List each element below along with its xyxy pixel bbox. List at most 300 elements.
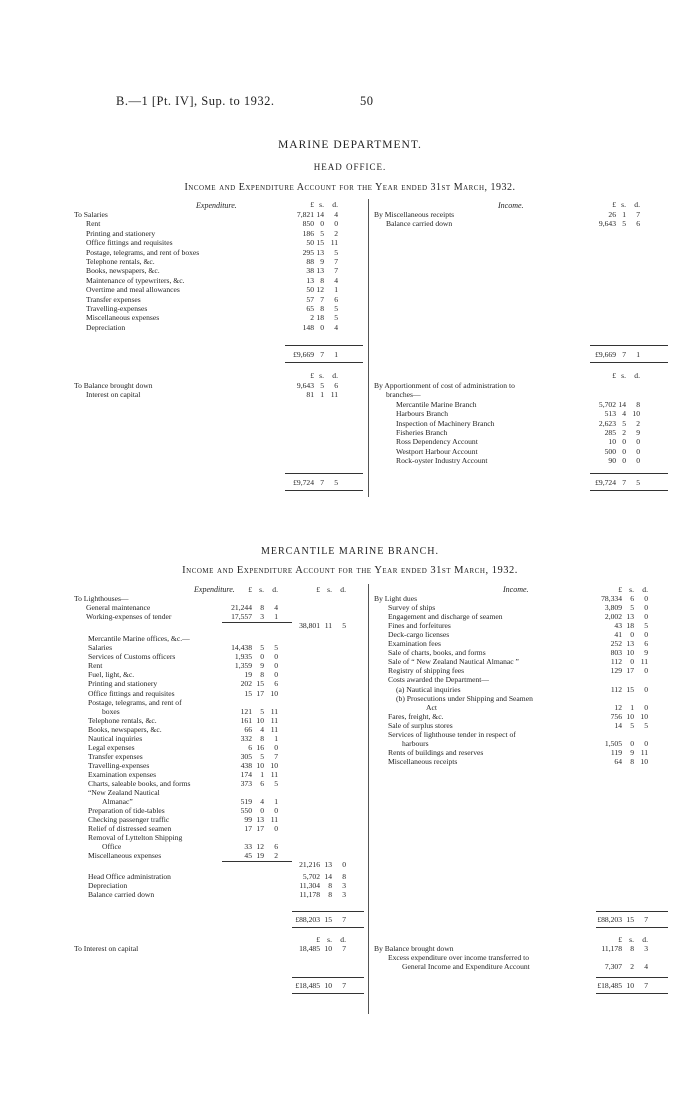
row-label: Fisheries Branch [396, 428, 448, 437]
expenditure-row [74, 661, 364, 670]
row-label: Telephone rentals, &c. [86, 257, 155, 266]
row-label: General Income and Expenditure Account [402, 961, 530, 971]
section-label: To Lighthouses— [74, 594, 129, 603]
amount-shillings: 10 [626, 648, 634, 658]
amount-shillings: 4 [260, 797, 264, 807]
income-row [374, 739, 674, 748]
row-label: Head Office administration [88, 871, 171, 881]
expenditure-row [74, 229, 364, 238]
row-label: Depreciation [88, 880, 128, 890]
amount-pounds: 500 [604, 446, 616, 456]
row-label: Rock-oyster Industry Account [396, 456, 488, 466]
amount-pounds: 33 [244, 842, 252, 852]
amount-shillings: 0 [622, 437, 626, 447]
income-row [374, 639, 674, 648]
rule [292, 911, 364, 912]
income-row [374, 437, 674, 446]
currency-heading [586, 371, 700, 380]
amount-shillings: 10 [324, 943, 332, 953]
amount-pence: 2 [636, 418, 640, 428]
row-label: Depreciation [86, 322, 126, 332]
income-row [374, 621, 674, 630]
amount-shillings: 7 [320, 294, 324, 304]
expenditure-row [74, 295, 364, 304]
pence-sign: d. [272, 585, 278, 594]
amount-pounds: 88 [306, 257, 314, 266]
amount-shillings: 5 [260, 751, 264, 761]
shilling-sign: s. [319, 200, 324, 209]
row-label: Survey of ships [388, 603, 436, 613]
row-label: Examination expenses [88, 769, 157, 779]
amount-pence: 10 [632, 409, 640, 419]
income-row [374, 730, 674, 739]
amount-shillings: 9 [630, 747, 634, 757]
amount-pounds: 17 [244, 824, 252, 834]
expenditure-row [74, 806, 364, 815]
amount-pounds: 38,801 [299, 621, 320, 631]
amount-pounds: 11,178 [299, 889, 320, 899]
amount-pounds: 112 [610, 684, 622, 694]
amount-pounds: 186 [302, 228, 314, 238]
rule [285, 345, 363, 346]
amount-pounds: 66 [244, 724, 252, 734]
expenditure-row [74, 734, 364, 743]
rule [285, 490, 363, 491]
currency-heading [284, 200, 404, 209]
amount-pence: 3 [342, 880, 346, 890]
amount-pounds: 50 [306, 238, 314, 248]
pence-sign: d. [634, 200, 640, 209]
amount-pence: 5 [334, 247, 338, 257]
amount-pence: 4 [334, 322, 338, 332]
amount-pence: 11 [270, 706, 278, 716]
row-label: Engagement and discharge of seamen [388, 612, 503, 622]
amount-pence: 5 [644, 720, 648, 730]
amount-shillings: 8 [630, 756, 634, 766]
expenditure-row [74, 304, 364, 313]
amount-pounds: 11,304 [299, 880, 320, 890]
amount-shillings: 8 [328, 880, 332, 890]
mercantile-column-divider [368, 584, 369, 1014]
row-label: Sale of charts, books, and forms [388, 648, 486, 658]
row-label: Costs awarded the Department— [388, 675, 490, 685]
expenditure-row [74, 752, 364, 761]
pound-sign: £ [612, 371, 616, 380]
row-label: By Balance brought down [374, 943, 454, 953]
amount-shillings: 18 [626, 621, 634, 631]
amount-shillings: 5 [622, 219, 626, 229]
amount-pounds: 513 [604, 409, 616, 419]
amount-pence: 7 [334, 266, 338, 276]
amount-pence: 11 [330, 238, 338, 248]
shilling-sign: s. [327, 934, 332, 944]
amount-shillings: 10 [626, 711, 634, 721]
row-label: Balance carried down [386, 219, 453, 229]
shilling-sign: s. [621, 200, 626, 209]
amount-shillings: 5 [320, 228, 324, 238]
amount-pence: 1 [334, 350, 338, 359]
amount-shillings: 8 [260, 733, 264, 743]
expenditure-row [74, 761, 364, 770]
department-title: MARINE DEPARTMENT. [278, 139, 422, 151]
row-label: Office [102, 842, 122, 852]
amount-pence: 7 [644, 980, 648, 990]
row-label: Preparation of tide-tables [88, 806, 165, 816]
amount-shillings: 15 [626, 914, 634, 924]
expenditure-row [74, 824, 364, 833]
amount-shillings: 0 [630, 657, 634, 667]
amount-pence: 9 [636, 428, 640, 437]
amount-pounds: £18,485 [597, 980, 622, 990]
mercantile-branch-title: MERCANTILE MARINE BRANCH. [260, 546, 440, 557]
amount-pence: 2 [334, 228, 338, 238]
amount-pence: 0 [644, 684, 648, 694]
row-label: Removal of Lyttelton Shipping [88, 833, 183, 843]
amount-pounds: 1,935 [234, 652, 252, 662]
expenditure-heading: Expenditure. [196, 201, 237, 210]
amount-pounds: 21,216 [299, 860, 320, 870]
expenditure-row [74, 219, 364, 228]
pence-sign: d. [642, 585, 648, 594]
amount-pence: 1 [274, 733, 278, 743]
income-row [374, 748, 674, 757]
subtotal-row [74, 621, 364, 630]
amount-pence: 3 [644, 943, 648, 953]
rule [596, 977, 668, 978]
pence-sign: d. [332, 371, 338, 380]
expenditure-row [74, 210, 364, 219]
expenditure-row [74, 381, 364, 390]
amount-pence: 4 [644, 961, 648, 971]
amount-pence: 6 [274, 679, 278, 689]
amount-pence: 10 [270, 688, 278, 698]
amount-pence: 11 [640, 657, 648, 667]
amount-shillings: 12 [316, 285, 324, 295]
shilling-sign: s. [259, 585, 264, 594]
row-label: Inspection of Machinery Branch [396, 418, 495, 428]
expenditure-row [74, 689, 364, 698]
shilling-sign: s. [621, 371, 626, 380]
amount-pence: 4 [274, 603, 278, 613]
amount-pounds: 9,643 [598, 219, 616, 229]
pence-sign: d. [642, 934, 648, 944]
head-office-account-title: Income and Expenditure Account for the Year ended 31st March, 1932. [184, 182, 516, 193]
amount-shillings: 10 [626, 980, 634, 990]
income-row [374, 419, 674, 428]
amount-shillings: 0 [320, 219, 324, 229]
row-label: Telephone rentals, &c. [88, 715, 157, 725]
amount-pence: 7 [342, 914, 346, 924]
amount-pounds: 5,702 [598, 399, 616, 409]
amount-pence: 11 [270, 815, 278, 825]
rule [292, 977, 364, 978]
income-row [374, 219, 674, 228]
amount-pence: 0 [644, 603, 648, 613]
amount-pounds: 305 [240, 751, 252, 761]
amount-pounds: 202 [240, 679, 252, 689]
amount-pounds: 119 [610, 747, 622, 757]
amount-pounds: 803 [610, 648, 622, 658]
amount-pence: 0 [274, 742, 278, 752]
pound-sign: £ [248, 585, 252, 594]
amount-pence: 5 [274, 779, 278, 788]
row-label: Working-expenses of tender [86, 612, 172, 622]
expenditure-row [74, 652, 364, 661]
amount-pence: 6 [274, 842, 278, 852]
expenditure-row [74, 276, 364, 285]
pound-sign: £ [310, 371, 314, 380]
amount-pounds: 65 [306, 304, 314, 313]
row-label: General maintenance [86, 603, 151, 613]
amount-pence: 0 [644, 738, 648, 748]
expenditure-row [74, 670, 364, 679]
total-row [74, 981, 364, 990]
pound-sign: £ [618, 934, 622, 944]
rule [590, 362, 668, 363]
amount-pence: 0 [334, 219, 338, 229]
amount-pounds: 7,821 [296, 210, 314, 219]
row-label: Harbours Branch [396, 409, 449, 419]
row-label: boxes [102, 706, 120, 716]
amount-shillings: 17 [256, 824, 264, 834]
expenditure-row [74, 707, 364, 716]
expenditure-row [74, 285, 364, 294]
shilling-sign: s. [629, 585, 634, 594]
amount-pounds: 295 [302, 247, 314, 257]
amount-pence: 0 [274, 661, 278, 671]
amount-shillings: 1 [622, 210, 626, 219]
amount-shillings: 7 [622, 350, 626, 359]
expenditure-row [74, 716, 364, 725]
row-label: Ross Dependency Account [396, 437, 478, 447]
expenditure-row [74, 248, 364, 257]
income-row [374, 594, 674, 603]
row-label: Books, newspapers, &c. [86, 266, 160, 276]
row-label: To Interest on capital [74, 943, 139, 953]
total-row [374, 478, 674, 487]
total-row [374, 915, 674, 924]
currency-heading [592, 935, 700, 944]
amount-shillings: 18 [316, 313, 324, 323]
row-label: Postage, telegrams, and rent of boxes [86, 247, 200, 257]
row-label: Deck-cargo licenses [388, 630, 450, 640]
page-number: 50 [360, 94, 374, 108]
column-divider [368, 199, 369, 497]
expenditure-row [74, 238, 364, 247]
total-row [74, 915, 364, 924]
amount-shillings: 14 [618, 399, 626, 409]
amount-pounds: 252 [610, 639, 622, 649]
row-label: Miscellaneous expenses [86, 313, 160, 323]
amount-pence: 11 [640, 747, 648, 757]
amount-shillings: 1 [320, 390, 324, 400]
amount-pence: 11 [270, 769, 278, 779]
pound-sign: £ [618, 585, 622, 594]
amount-pounds: 78,334 [601, 594, 622, 603]
income-row [374, 721, 674, 730]
row-label: Office fittings and requisites [88, 688, 175, 698]
expenditure-row [74, 679, 364, 688]
amount-pence: 2 [274, 851, 278, 861]
amount-pounds: 332 [240, 733, 252, 743]
row-label: Maintenance of typewriters, &c. [86, 275, 185, 285]
amount-pence: 3 [342, 889, 346, 899]
amount-shillings: 14 [316, 210, 324, 219]
amount-pounds: 41 [614, 630, 622, 640]
expenditure-row [74, 743, 364, 752]
income-row [374, 757, 674, 766]
row-label: Office fittings and requisites [86, 238, 173, 248]
amount-shillings: 8 [260, 603, 264, 613]
amount-pence: 8 [342, 871, 346, 881]
amount-pence: 5 [334, 478, 338, 487]
amount-pounds: 21,244 [231, 603, 252, 613]
subtotal-row [74, 860, 364, 869]
amount-shillings: 3 [260, 612, 264, 622]
row-label: To Balance brought down [74, 381, 153, 390]
amount-pounds: £88,203 [295, 914, 320, 924]
row-label: Act [426, 702, 437, 712]
total-row [374, 350, 674, 359]
shilling-sign: s. [327, 585, 332, 594]
amount-shillings: 6 [260, 779, 264, 788]
expenditure-row [74, 770, 364, 779]
pence-sign: d. [340, 934, 346, 944]
amount-pence: 10 [640, 711, 648, 721]
amount-pence: 4 [334, 210, 338, 219]
amount-pounds: 121 [240, 706, 252, 716]
rule [285, 362, 363, 363]
income-heading: Income. [498, 201, 524, 210]
rule [596, 911, 668, 912]
amount-pence: 0 [342, 860, 346, 870]
amount-pence: 10 [640, 756, 648, 766]
income-row [374, 612, 674, 621]
income-row [374, 953, 674, 962]
expenditure-row [74, 266, 364, 275]
amount-pounds: 17,557 [231, 612, 252, 622]
rule [292, 993, 364, 994]
amount-pence: 7 [644, 914, 648, 924]
amount-shillings: 10 [324, 980, 332, 990]
amount-shillings: 8 [630, 943, 634, 953]
amount-pounds: 174 [240, 769, 252, 779]
mercantile-income-heading: Income. [503, 585, 529, 594]
amount-pence: 11 [270, 724, 278, 734]
expenditure-row [74, 944, 364, 953]
row-label: By Light dues [374, 594, 418, 603]
amount-pence: 0 [274, 806, 278, 816]
page-header-reference: B.—1 [Pt. IV], Sup. to 1932. [116, 94, 275, 108]
total-row [74, 350, 364, 359]
amount-shillings: 9 [260, 661, 264, 671]
amount-pence: 0 [274, 652, 278, 662]
expenditure-row [74, 603, 364, 612]
amount-pence: 0 [644, 630, 648, 640]
amount-pence: 10 [270, 760, 278, 770]
currency-heading [290, 935, 410, 944]
amount-shillings: 17 [256, 688, 264, 698]
expenditure-row [74, 797, 364, 806]
rule [596, 993, 668, 994]
amount-pounds: £18,485 [295, 980, 320, 990]
row-label: Miscellaneous receipts [388, 756, 458, 766]
amount-shillings: 0 [320, 322, 324, 332]
row-label: Printing and stationery [88, 679, 158, 689]
amount-pounds: £88,203 [597, 914, 622, 924]
amount-pounds: 12 [614, 702, 622, 712]
expenditure-row [74, 779, 364, 788]
amount-pounds: 50 [306, 285, 314, 295]
amount-pence: 1 [636, 350, 640, 359]
pence-sign: d. [332, 200, 338, 209]
amount-pounds: 756 [610, 711, 622, 721]
rule [590, 345, 668, 346]
amount-shillings: 6 [630, 594, 634, 603]
amount-shillings: 8 [320, 304, 324, 313]
row-label: Fares, freight, &c. [388, 711, 444, 721]
amount-pounds: 19 [244, 670, 252, 680]
income-row [374, 409, 674, 418]
amount-pounds: 11,178 [601, 943, 622, 953]
row-label: Transfer expenses [86, 294, 141, 304]
income-row [374, 603, 674, 612]
amount-pounds: 3,809 [604, 603, 622, 613]
amount-shillings: 19 [256, 851, 264, 861]
row-label: Relief of distressed seamen [88, 824, 172, 834]
amount-pounds: £9,724 [293, 478, 314, 487]
row-label: Services of lighthouse tender in respect of [388, 729, 516, 739]
amount-pounds: £9,724 [595, 478, 616, 487]
amount-shillings: 5 [630, 720, 634, 730]
row-label: Examination fees [388, 639, 441, 649]
income-row [374, 210, 674, 219]
amount-shillings: 0 [630, 738, 634, 748]
income-row [374, 456, 674, 465]
expenditure-row [74, 851, 364, 860]
amount-pounds: 129 [610, 666, 622, 676]
row-label: Mercantile Marine Branch [396, 399, 477, 409]
amount-shillings: 12 [256, 842, 264, 852]
amount-pence: 6 [334, 294, 338, 304]
amount-pounds: 550 [240, 806, 252, 816]
amount-shillings: 10 [256, 760, 264, 770]
amount-shillings: 15 [324, 914, 332, 924]
expenditure-row [74, 833, 364, 842]
pound-sign: £ [612, 200, 616, 209]
pound-sign: £ [316, 934, 320, 944]
section-label: Mercantile Marine offices, &c.— [88, 634, 190, 644]
amount-shillings: 13 [256, 815, 264, 825]
amount-pounds: 57 [306, 294, 314, 304]
amount-pounds: 850 [302, 219, 314, 229]
amount-shillings: 4 [260, 724, 264, 734]
amount-pence: 0 [636, 446, 640, 456]
rule [596, 927, 668, 928]
expenditure-row [74, 257, 364, 266]
row-label: “New Zealand Nautical [88, 788, 160, 798]
income-intro: branches— [386, 390, 421, 400]
income-row [374, 428, 674, 437]
income-row [374, 630, 674, 639]
amount-pounds: 10 [608, 437, 616, 447]
row-label: harbours [402, 738, 429, 748]
expenditure-row [74, 842, 364, 851]
income-row [374, 400, 674, 409]
amount-pounds: 9,643 [296, 381, 314, 390]
income-intro: By Apportionment of cost of administration to [374, 381, 515, 390]
amount-pounds: 26 [608, 210, 616, 219]
